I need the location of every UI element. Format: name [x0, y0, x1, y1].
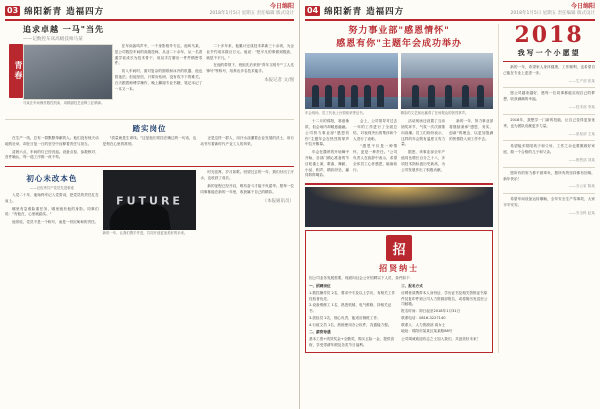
wish-signature: ——办公室 陈某	[568, 184, 595, 189]
wishes-list	[503, 65, 595, 217]
brand-name: 今日绵阳	[269, 3, 294, 11]
recruitment-heading: 一、招聘岗位	[309, 284, 331, 289]
recruitment-box	[305, 230, 493, 352]
wish-signature: ——销售部 刘某	[568, 157, 595, 162]
lead-paragraph: 初入车间时，面对复杂的图纸和冰冷的机器，他也曾迷茫。但他坚信，只要肯钻研，没有攻不下的难关。白天跟着师傅学操作，晚上翻阅专业书籍，笔记本记了一本又一本。	[114, 69, 203, 91]
wish-text: 愿所有的努力都不被辜负，愿所有的坚持都有回响，新年快乐！	[503, 170, 595, 181]
figure	[462, 85, 469, 107]
figure	[351, 85, 358, 107]
recruitment-item: 联系人：人力资源部 周女士	[401, 322, 446, 327]
main-paragraph: 年会在激昂的开场舞中开始，各部门精心准备的节目轮番上演，歌曲、舞蹈、小品、相声，精彩纷呈，赢得阵阵喝彩。	[305, 150, 350, 178]
divider	[503, 114, 595, 115]
lead-paragraph: 二十多年来，他累计完成技术革新三十余项，为企业节约成本数百万元。他说："把平凡的事做到极致，就是不平凡。"	[206, 44, 295, 60]
divider	[503, 193, 595, 194]
section-title: 绵阳新青	[24, 6, 63, 17]
main-text-col-3	[401, 119, 445, 181]
recruitment-item: 3.质检员 2名，细心负责，能适应倒班工作；	[309, 315, 381, 320]
recruitment-item: 应聘者请携带本人身份证、学历证书及相关资格证书原件及复印件到公司人力资源部报名，或将简历发送至公司邮箱。	[401, 290, 488, 307]
section-title: 绵阳新青	[324, 6, 363, 17]
lead-title: 追求卓越 一马"当先	[23, 25, 104, 34]
wish-signature: ——安全科 赵某	[568, 210, 595, 215]
recruitment-heading: 三、报名方式	[401, 284, 423, 289]
recruitment-footer: 公司竭诚欢迎有志之士加入我们，共创美好未来！	[401, 337, 481, 342]
wish-signature: ——质检部 王某	[568, 131, 595, 136]
wishes-subtitle: 我写一个小愿望	[517, 49, 581, 57]
masthead-right-group	[305, 5, 404, 17]
article3-paragraph: 哪里有急难险重任务，哪里就有他的身影。同事们说："有他在，心里就踏实。"	[5, 206, 99, 217]
masthead-meta-left	[210, 4, 294, 16]
lead-paragraph: 在他的带领下，班组先后荣获"青年文明号""工人先锋号"等称号，培养出多名技术能手。	[206, 63, 295, 74]
recruit-seal-icon: 招	[386, 235, 412, 261]
main-story	[305, 24, 493, 353]
figure	[377, 85, 384, 107]
divider	[5, 119, 294, 120]
wish-text: 2018年，我想学一门新的技能，让自己变得更加优秀，也为团队贡献更多力量。	[503, 117, 595, 128]
article3-paragraph: 入党二十年，他始终牢记入党誓词，把党员的责任扛在肩上。	[5, 193, 99, 203]
section-subtitle: 造福四方	[66, 6, 105, 17]
wish-text: 希望车间设备运转顺畅，全年安全生产零事故，大家平平安安。	[503, 197, 595, 207]
recruitment-item: 2.设备维修工 1名，熟悉机械、电气维修，持相关证书；	[309, 303, 392, 314]
article2-paragraph: 在生产一线，总有一群默默奉献的人。他们没有惊天动地的壮举，却在日复一日的坚守中诠释着责任与担当。	[5, 136, 99, 146]
figure	[312, 85, 319, 107]
divider-red	[503, 61, 595, 62]
section-subtitle: 造福四方	[366, 6, 405, 17]
wish-item	[503, 144, 595, 163]
main-paragraph: 活动现场还设置了互动抽奖环节，气氛一次次被推向高潮。员工们纷纷表示，这样的年会既有温度又有力量。	[401, 119, 446, 147]
issue-meta: 2018年1月5日 星期五 责任编辑 版式设计	[510, 11, 595, 17]
figure	[428, 85, 435, 107]
main-photo-caption-left: 年会现场，员工代表上台领取荣誉证书。	[305, 111, 367, 116]
article3-paragraph: 他常说，党员不是一个称号，而是一份沉甸甸的责任。	[12, 220, 99, 225]
main-photo-right	[401, 53, 494, 109]
main-photo-right-wrap	[401, 53, 494, 109]
wish-text: 希望能多陪陪孩子和父母，工作之余也要照顾好家庭，做一个合格的儿子和父亲。	[503, 144, 595, 155]
main-paragraph: 据悉，该事业部全年产值同比增长百分之十八，多项技术指标创历史新高，为公司发展作出了积极贡献。	[401, 150, 446, 172]
divider	[503, 87, 595, 88]
main-text-col-1	[305, 119, 349, 181]
main-paragraph: 会上，公司领导对过去一年的工作进行了全面总结，对表现突出的集体和个人进行了表彰。	[353, 119, 398, 141]
main-photo-left	[305, 53, 398, 109]
masthead-meta-right	[511, 4, 595, 16]
future-photo	[103, 170, 197, 230]
divider-red	[5, 166, 294, 167]
wish-signature: ——技术部 李某	[568, 105, 595, 110]
main-paragraph: "感恩不仅是一种情怀，更是一种责任。"公司负责人在致辞中表示，希望全体员工心怀感恩，砥砺前行。	[353, 144, 398, 172]
lead-photo-col	[23, 44, 111, 106]
recruitment-item: 地址：绵阳市某某区某某路88号	[401, 329, 453, 334]
main-text-col-2	[353, 119, 397, 181]
article3-subtitle: ——记优秀共产党员先进事迹	[29, 186, 74, 191]
lead-photo	[23, 44, 113, 100]
masthead-left-group	[5, 5, 104, 17]
recruitment-seal-wrap	[309, 235, 489, 261]
recruitment-item: 基本工资+绩效奖金+全勤奖，购买五险一金，提供食宿，享受带薪年假及各类节日福利。	[309, 337, 395, 347]
page-04	[300, 0, 600, 409]
wish-signature: ——生产部 张某	[568, 78, 595, 83]
article2-col-3	[200, 136, 294, 163]
future-photo-col	[103, 170, 197, 236]
divider	[503, 140, 595, 141]
wish-text: 新的一年，希望家人身体健康，工作顺利，也希望自己能在专业上更进一步。	[503, 65, 595, 75]
recruitment-heading: 二、薪资待遇	[309, 330, 331, 335]
article3-title: 初心未改本色	[26, 174, 78, 184]
lead-text-col-1	[115, 44, 203, 106]
brand-name: 今日绵阳	[570, 3, 595, 11]
recruitment-item: 报名时间：即日起至2018年1月31日	[401, 309, 461, 314]
recruitment-item: 联系电话：0816-3227140	[401, 315, 446, 320]
main-paragraph: 新的一年，努力事业部将继续秉承"感恩、务实、创新"的理念，以更加饱满的热情投入到工作中去。	[449, 119, 494, 141]
wish-item	[503, 171, 595, 190]
recruitment-col-1	[309, 284, 397, 350]
article4-paragraph: 时光荏苒，岁月如歌。回望过去的一年，我们付出了汗水，也收获了成长。	[200, 170, 295, 181]
figure	[412, 85, 419, 107]
future-photo-word: FUTURE	[116, 194, 183, 208]
figure	[477, 85, 484, 107]
main-headline-line2: 感恩有你"主题年会成功举办	[336, 38, 462, 49]
wish-item	[503, 118, 595, 137]
figure	[364, 85, 371, 107]
lead-vertical-banner: 青春	[9, 44, 23, 98]
main-paragraph: 十二月的绵阳，寒意渐浓，但会场内却暖意融融。公司努力事业部"感恩有你"主题年会在热烈的掌声中拉开帷幕。	[305, 119, 350, 147]
article2-paragraph: 清晨六点，车间的灯已经亮起。设备点检、参数核对、首件确认，每一道工序都一丝不苟。	[5, 149, 99, 160]
figure	[338, 85, 345, 107]
lower-block-left	[5, 170, 294, 236]
main-headline-line1: 努力事业部"感恩情怀"	[348, 26, 450, 36]
article2-paragraph: "质量就是生命线。"这是他们常挂在嘴边的一句话，也是刻在心里的准则。	[102, 136, 197, 146]
article-踏实岗位	[5, 123, 294, 163]
lead-subtitle: ——记数控车床高级技师马某	[23, 37, 83, 42]
recruitment-col-2	[401, 284, 489, 350]
page-number: 04	[307, 5, 319, 15]
article2-col-2	[103, 136, 197, 163]
wish-item	[503, 197, 595, 216]
article3-col	[5, 170, 99, 236]
article4-col	[200, 170, 294, 236]
stage-photo	[305, 187, 493, 227]
wishes-column	[498, 24, 595, 353]
masthead-right	[305, 4, 595, 21]
wish-text: 愿公司越来越好，愿每一位同事都能实现自己的梦想，收获满满的幸福。	[503, 91, 595, 102]
article4-paragraph: 新的征程已经开启，唯有奋斗才能不负韶华。愿每一位同事都能在新的一年里，收获属于自己的精彩。	[200, 183, 295, 194]
wish-item	[503, 65, 595, 84]
main-photo-left-wrap	[305, 53, 398, 109]
year-heading: 2018	[514, 22, 584, 48]
future-photo-caption: 新的一年，让我们携手并进，共同开创更加美好的未来。	[102, 231, 188, 236]
figure	[325, 85, 332, 107]
page-number: 03	[7, 5, 19, 15]
lead-text-col-2	[206, 44, 294, 106]
article4-byline: （本报通讯员）	[262, 198, 295, 204]
figure	[445, 85, 452, 107]
lead-paragraph: 在车床轰鸣声中，一个身影格外专注。他叫马某，是公司数控车间的高级技师，从业二十余年，从一名普通学徒成长为技术骨干，用双手打磨出一件件精密零件。	[114, 44, 203, 66]
recruitment-item: 4.行政文员 1名，熟练使用办公软件，沟通能力强。	[309, 322, 392, 327]
recruitment-title: 招贤纳士	[379, 264, 420, 274]
lead-byline: 本报记者 文/图	[264, 78, 295, 84]
issue-meta: 2018年1月5日 星期五 责任编辑 版式设计	[209, 11, 294, 17]
stage-glow	[305, 187, 493, 209]
main-photo-caption-right: 精彩的文艺演出赢得了在场观众的热烈掌声。	[400, 111, 469, 116]
article2-col-1	[5, 136, 99, 163]
recruitment-intro: 因公司业务发展需要，现面向社会公开招聘以下人员，条件如下：	[309, 276, 414, 281]
main-text-col-4	[449, 119, 493, 181]
masthead-left	[5, 4, 294, 21]
divider-red	[305, 183, 493, 185]
article2-title: 踏实岗位	[132, 124, 167, 133]
wish-item	[503, 91, 595, 110]
article2-paragraph: 正是这样一群人，用汗水浇灌着企业发展的沃土，用行动书写着新时代产业工人的风采。	[200, 136, 295, 146]
recruitment-item: 1.数控操作员 2名，要求中专及以上学历，有相关工作经验者优先；	[309, 290, 395, 301]
lead-story	[5, 24, 294, 116]
divider	[503, 167, 595, 168]
lead-photo-caption: 马某在车间操作数控机床，用精湛技艺诠释工匠精神。	[23, 101, 105, 105]
